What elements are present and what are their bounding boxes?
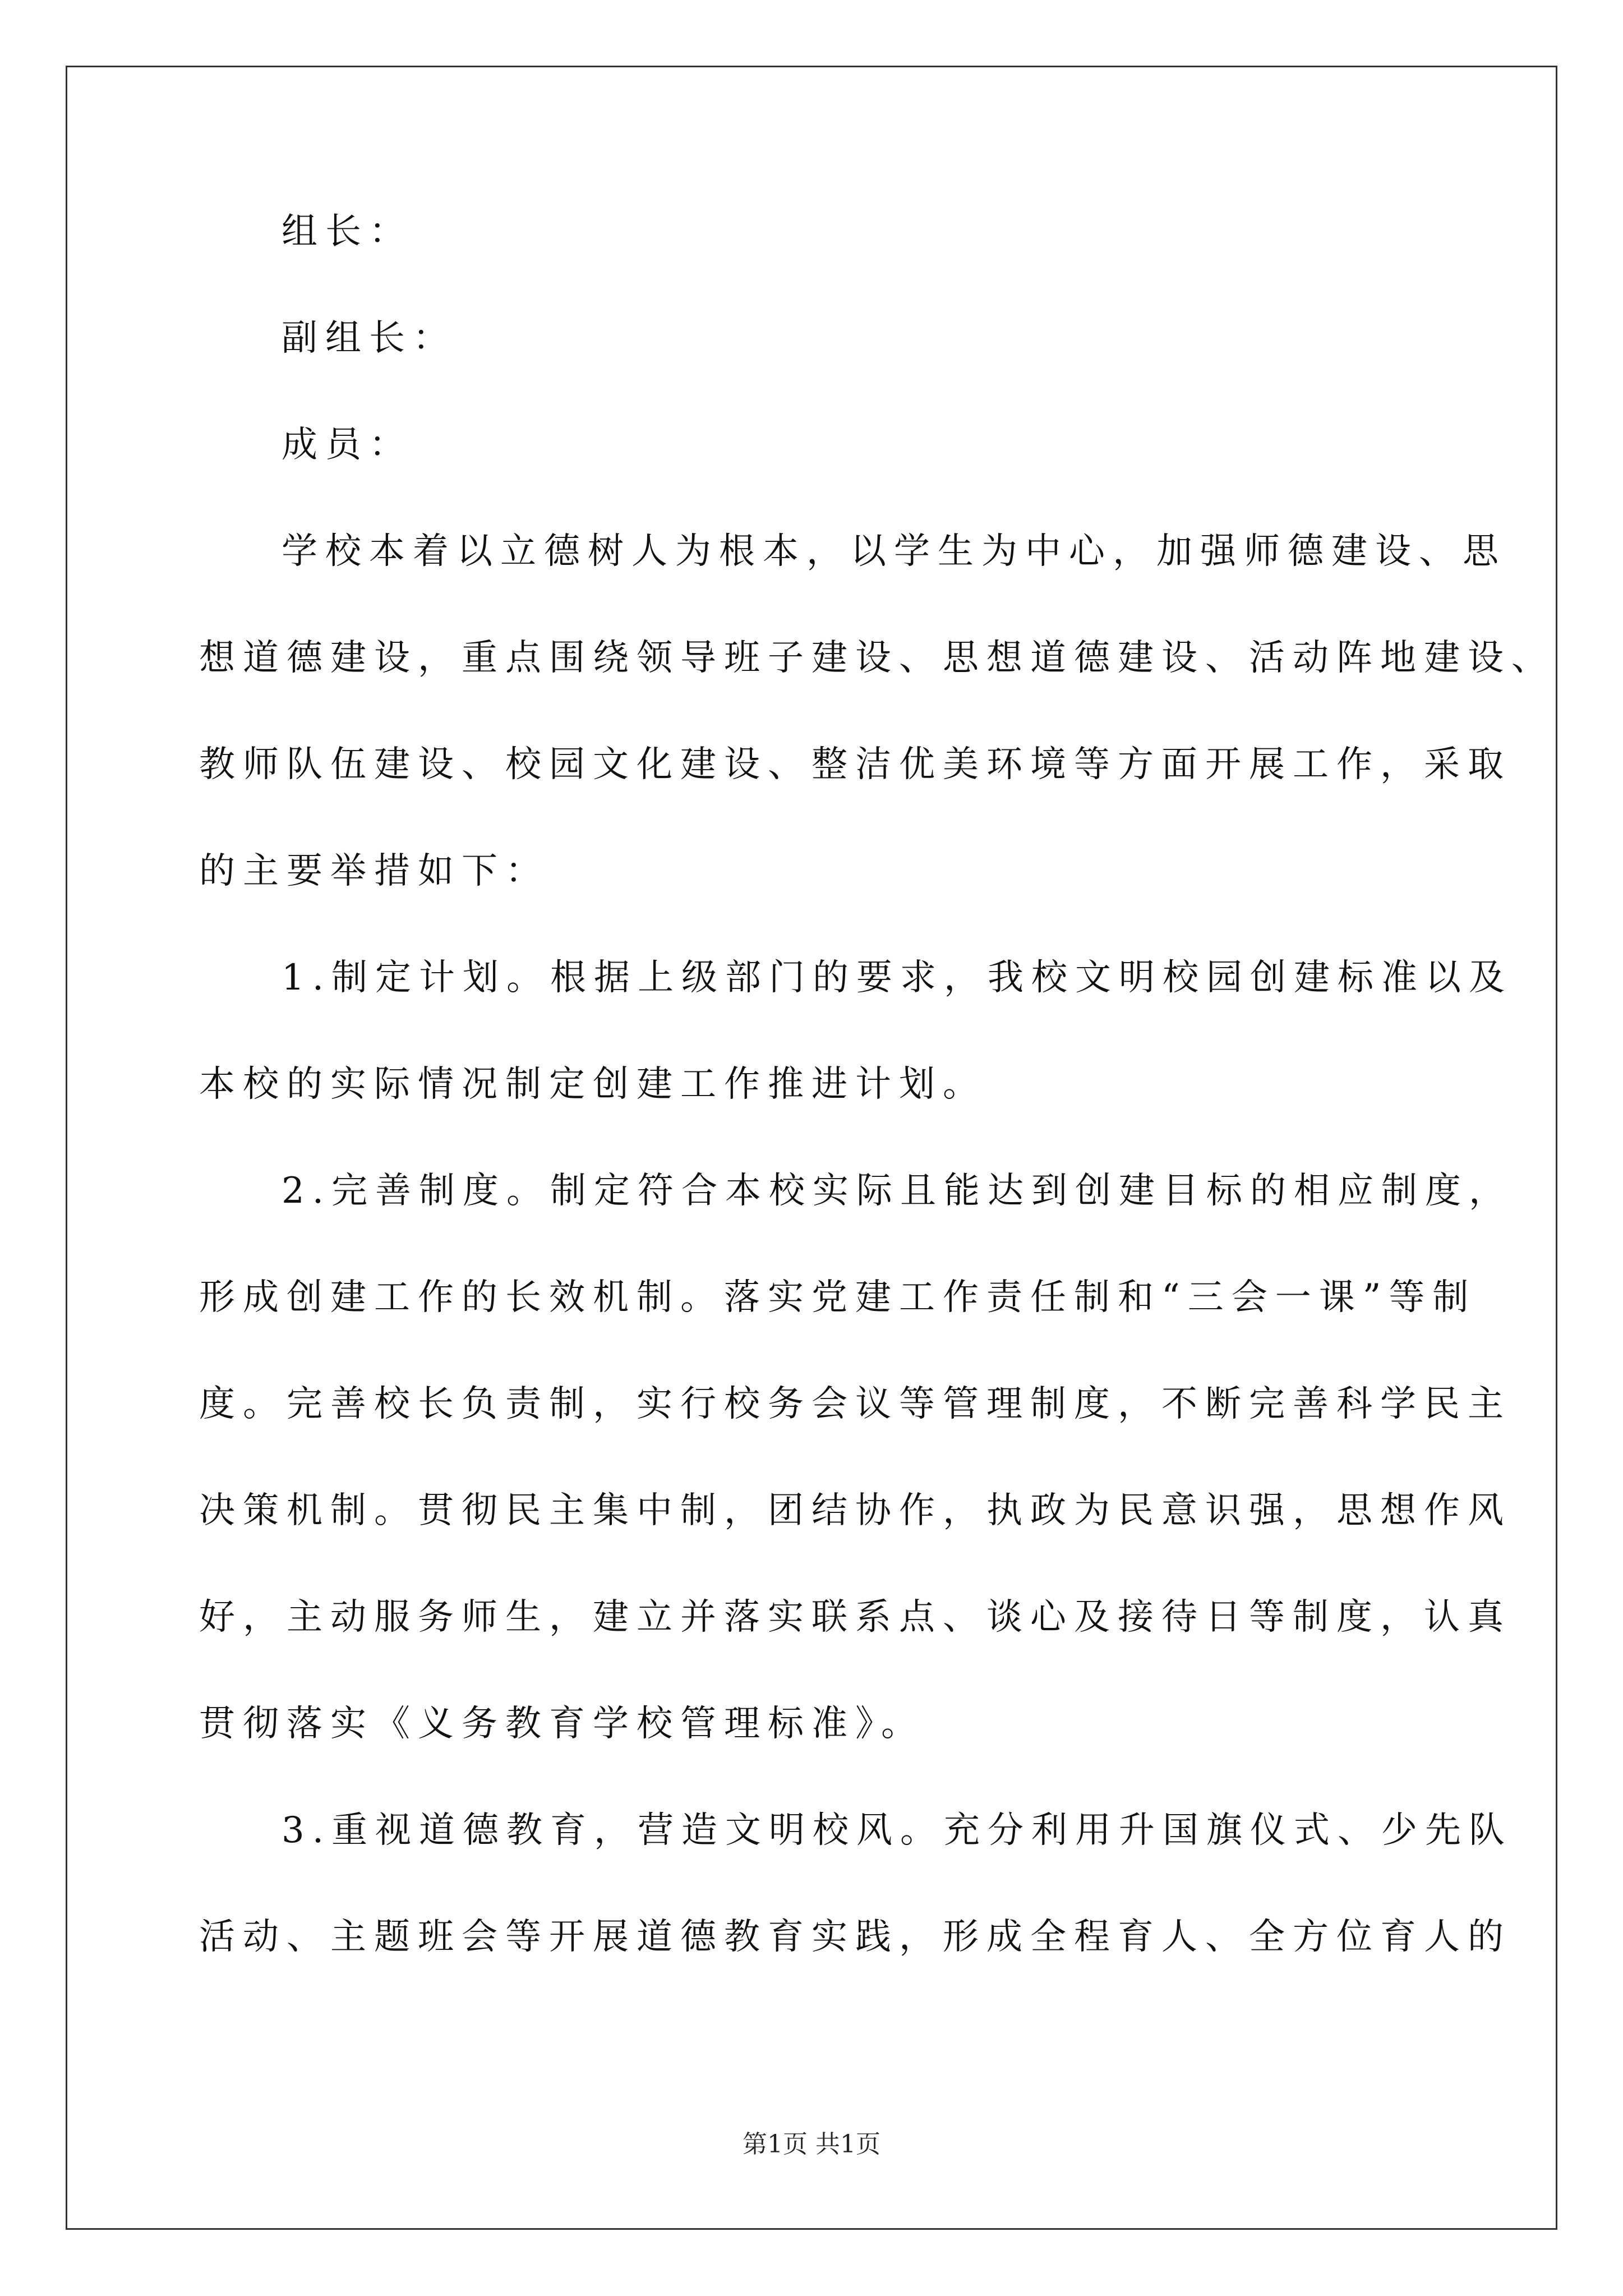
text-line: 的主要举措如下： xyxy=(199,850,549,892)
text-line: 想道德建设，重点围绕领导班子建设、思想道德建设、活动阵地建设、 xyxy=(199,637,1555,679)
text-line: 形成创建工作的长效机制。落实党建工作责任制和“三会一课”等制 xyxy=(199,1277,1477,1318)
text-line: 好，主动服务师生，建立并落实联系点、谈心及接待日等制度，认真 xyxy=(199,1596,1511,1638)
text-line: 组长： xyxy=(282,211,413,252)
page-border xyxy=(66,66,1557,2230)
text-line: 决策机制。贯彻民主集中制，团结协作，执政为民意识强，思想作风 xyxy=(199,1490,1511,1531)
text-line: 副组长： xyxy=(282,318,457,359)
text-line: 3.重视道德教育，营造文明校风。充分利用升国旗仪式、少先队 xyxy=(282,1810,1513,1851)
text-line: 活动、主题班会等开展道德教育实践，形成全程育人、全方位育人的 xyxy=(199,1916,1511,1958)
text-line: 成员： xyxy=(282,424,413,466)
text-line: 本校的实际情况制定创建工作推进计划。 xyxy=(199,1064,986,1105)
text-line: 贯彻落实《义务教育学校管理标准》。 xyxy=(199,1703,925,1745)
page-number-footer: 第1页 共1页 xyxy=(743,2130,880,2159)
text-line: 教师队伍建设、校园文化建设、整洁优美环境等方面开展工作，采取 xyxy=(199,744,1511,785)
text-line: 2.完善制度。制定符合本校实际且能达到创建目标的相应制度， xyxy=(282,1170,1513,1212)
text-line: 学校本着以立德树人为根本，以学生为中心，加强师德建设、思 xyxy=(282,531,1506,572)
text-line: 1.制定计划。根据上级部门的要求，我校文明校园创建标准以及 xyxy=(282,957,1513,999)
text-line: 度。完善校长负责制，实行校务会议等管理制度，不断完善科学民主 xyxy=(199,1383,1511,1425)
